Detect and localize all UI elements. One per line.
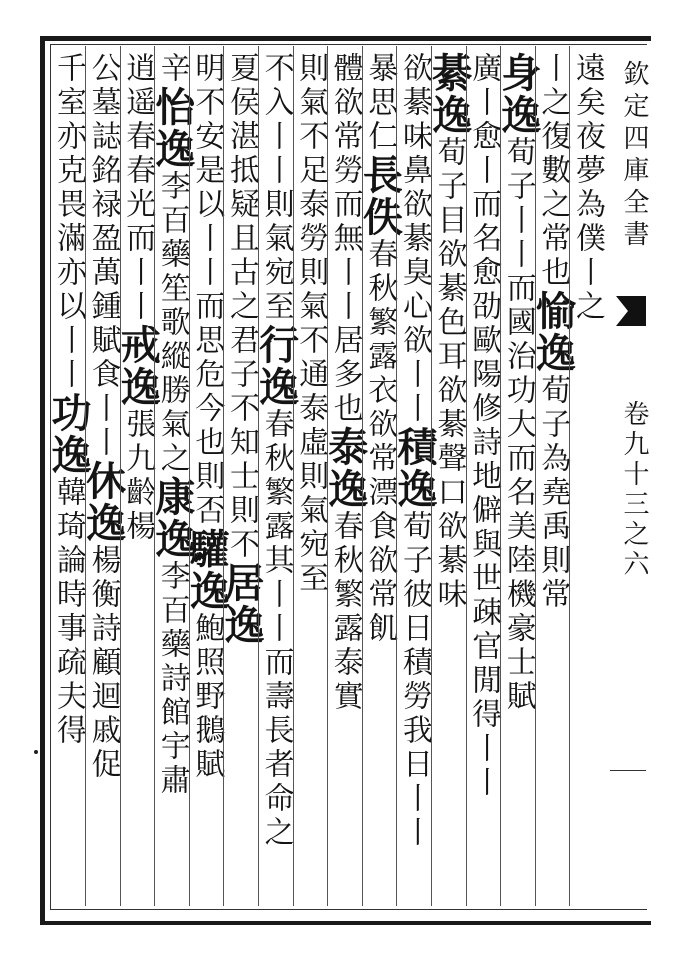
text-segment: 不入丨丨則氣宛至 [258,52,294,324]
text-segment: 則氣不足泰勞則氣不通泰虛則氣宛至 [293,52,329,596]
spine-divider [610,770,646,771]
headword: 居逸 [217,562,265,646]
text-segment: 辛 [154,52,190,86]
headword: 長佚 [356,154,404,238]
text-segment: 逍遥春春光而丨丨 [120,52,156,324]
column-rule [154,46,155,906]
text-column [321,52,369,902]
text-segment: 李百藥詩館宇肅 [154,560,190,798]
headword: 怡逸 [148,86,196,170]
column-rule [535,46,536,906]
headword: 功逸 [44,392,92,476]
text-column [293,52,328,902]
book-title: 欽定四庫全書 [619,60,649,252]
column-rule [569,46,570,906]
headword: 泰逸 [321,426,369,510]
text-column [79,52,127,902]
text-segment: 荀子目欲綦色耳欲綦聲口欲綦味 [431,136,467,612]
text-segment: 荀子丨丨而國治功大而名美陸機豪士賦 [500,136,536,714]
ink-speck [34,750,38,754]
column-rule [396,46,397,906]
headword: 身逸 [494,52,542,136]
text-segment: 鮑照野鵝賦 [189,612,225,782]
text-column [217,52,265,902]
headword: 戒逸 [114,324,162,408]
text-segment: 千室亦克畏滿亦以丨丨 [50,52,86,392]
column-rule [362,46,363,906]
text-column [44,52,92,902]
headword: 積逸 [390,426,438,510]
text-segment: 丨之復數之常也 [535,52,571,290]
headword: 休逸 [79,460,127,544]
text-column [148,52,196,902]
headword: 愉逸 [529,290,577,374]
spine-juan-area [610,48,649,908]
text-column [569,52,604,902]
text-segment: 暴思仁 [362,52,398,154]
column-rule [327,46,328,906]
column-rule [189,46,190,906]
column-rule [120,46,121,906]
column-rule [431,46,432,906]
text-segment: 欲綦味鼻欲綦臭心欲丨丨 [396,52,432,426]
column-rule [293,46,294,906]
text-segment: 夏侯湛抵疑且古之君子不知士則不 [223,52,259,562]
text-segment: 明不安是以丨丨而思危今也則否 [189,52,225,528]
column-rule [85,46,86,906]
text-segment: 李百藥笙歌縱勝氣之 [154,170,190,476]
headword: 綦逸 [425,52,473,136]
text-segment: 遠矣夜夢為僕丨之 [569,52,605,324]
text-column [466,52,501,902]
text-segment: 體欲常勞而無丨丨居多也 [327,52,363,426]
text-segment: 春秋繁露其丨丨而壽長者命之 [258,408,294,850]
text-segment: 荀子為堯禹則常 [535,374,571,612]
text-segment: 廣丨愈丨而名愈劭歐陽修詩地僻與世疎官閒得丨丨 [466,52,502,800]
text-segment: 公墓誌銘禄盈萬鍾賦食丨丨 [85,52,121,460]
text-column [529,52,577,902]
text-segment: 張九齡楊 [120,408,156,544]
column-rule [223,46,224,906]
headword: 康逸 [148,476,196,560]
column-rule [466,46,467,906]
volume-label: 卷九十三之六 [619,400,649,580]
column-rule [258,46,259,906]
text-segment: 春秋繁露衣欲常漂食欲常飢 [362,238,398,646]
headword: 行逸 [252,324,300,408]
text-segment: 楊衡詩顧迴戚促 [85,544,121,782]
text-segment: 韓琦論時事疏夫得 [50,476,86,748]
text-segment: 春秋繁露泰實 [327,510,363,714]
column-rule [500,46,501,906]
text-column [494,52,542,902]
text-column [252,52,300,902]
text-segment: 荀子彼日積勞我日丨丨 [396,510,432,850]
headword: 驩逸 [183,528,231,612]
